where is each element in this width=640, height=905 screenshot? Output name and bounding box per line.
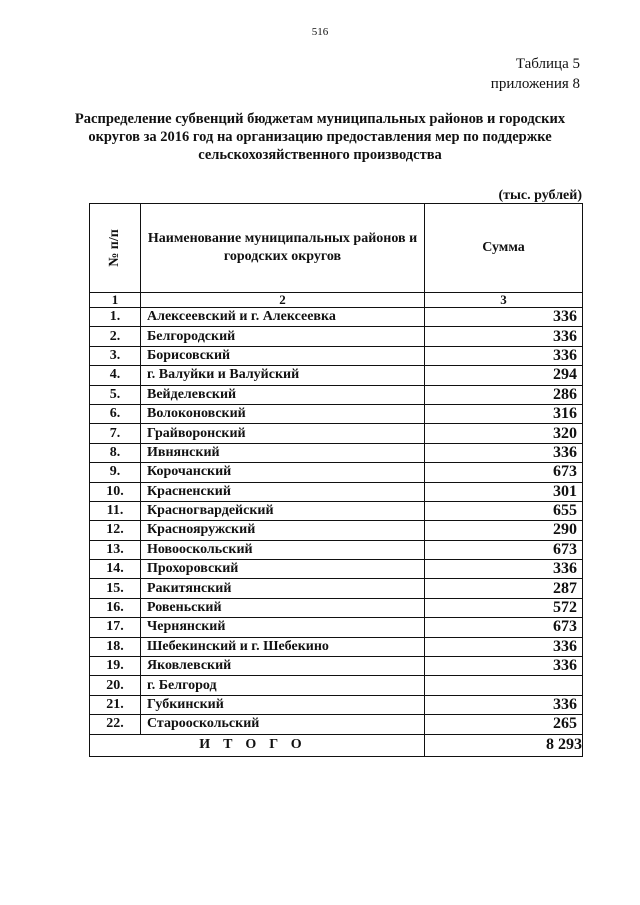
row-name: Красногвардейский [141, 501, 425, 520]
row-name: Вейделевский [141, 385, 425, 404]
row-name: Шебекинский и г. Шебекино [141, 637, 425, 656]
row-sum: 336 [425, 657, 583, 676]
row-name: г. Валуйки и Валуйский [141, 366, 425, 385]
row-number: 12. [90, 521, 141, 540]
row-number: 7. [90, 424, 141, 443]
row-number: 2. [90, 327, 141, 346]
row-number: 8. [90, 443, 141, 462]
row-name: Старооскольский [141, 715, 425, 734]
table-row [90, 366, 583, 385]
table-row [90, 385, 583, 404]
table-row [90, 346, 583, 365]
row-sum: 655 [425, 501, 583, 520]
row-sum: 301 [425, 482, 583, 501]
row-name: Губкинский [141, 695, 425, 714]
row-sum: 265 [425, 715, 583, 734]
row-name: г. Белгород [141, 676, 425, 695]
row-sum: 320 [425, 424, 583, 443]
row-name: Грайворонский [141, 424, 425, 443]
total-sum: 8 293 [425, 734, 583, 756]
row-sum: 336 [425, 346, 583, 365]
table-label-line1: Таблица 5 [515, 56, 580, 72]
table-row [90, 424, 583, 443]
row-sum: 286 [425, 385, 583, 404]
table-row [90, 579, 583, 598]
row-number: 14. [90, 560, 141, 579]
row-name: Алексеевский и г. Алексеевка [141, 308, 425, 327]
table-row [90, 637, 583, 656]
row-name: Борисовский [141, 346, 425, 365]
row-number: 19. [90, 657, 141, 676]
document-title: Распределение субвенций бюджетам муниципальных районов и городских округов за 2016 год на организацию предоставления мер по поддержке сельскохозяйственного производства [74, 111, 566, 163]
table-row [90, 521, 583, 540]
row-name: Ивнянский [141, 443, 425, 462]
row-sum: 336 [425, 443, 583, 462]
row-sum: 336 [425, 308, 583, 327]
row-sum: 673 [425, 540, 583, 559]
row-name: Красненский [141, 482, 425, 501]
row-number: 18. [90, 637, 141, 656]
row-number: 20. [90, 676, 141, 695]
table-row [90, 327, 583, 346]
row-number: 15. [90, 579, 141, 598]
table-row [90, 695, 583, 714]
row-sum: 294 [425, 366, 583, 385]
row-number: 1. [90, 308, 141, 327]
row-number: 4. [90, 366, 141, 385]
row-number: 13. [90, 540, 141, 559]
table-row [90, 540, 583, 559]
row-number: 22. [90, 715, 141, 734]
table-row [90, 598, 583, 617]
row-sum: 316 [425, 404, 583, 423]
table-label-line2: приложения 8 [490, 76, 580, 92]
row-sum: 287 [425, 579, 583, 598]
row-number: 17. [90, 618, 141, 637]
row-sum: 336 [425, 695, 583, 714]
column-index-row [90, 293, 583, 308]
table-row [90, 501, 583, 520]
column-index: 2 [141, 293, 425, 308]
total-row [90, 734, 583, 756]
page-number: 516 [311, 26, 329, 38]
row-number: 21. [90, 695, 141, 714]
row-number: 10. [90, 482, 141, 501]
row-sum: 572 [425, 598, 583, 617]
row-sum: 336 [425, 637, 583, 656]
row-number: 3. [90, 346, 141, 365]
table-row [90, 308, 583, 327]
row-sum: 290 [425, 521, 583, 540]
row-name: Яковлевский [141, 657, 425, 676]
table-label [491, 54, 580, 94]
header-sum: Сумма [425, 204, 583, 293]
row-name: Чернянский [141, 618, 425, 637]
header-number: № п/п [90, 204, 141, 293]
row-number: 11. [90, 501, 141, 520]
row-name: Ракитянский [141, 579, 425, 598]
header-name: Наименование муниципальных районов и городских округов [141, 204, 425, 293]
table-row [90, 715, 583, 734]
row-sum: 673 [425, 463, 583, 482]
row-number: 5. [90, 385, 141, 404]
table-row [90, 482, 583, 501]
subsidy-table [89, 203, 583, 757]
row-sum [425, 676, 583, 695]
table-row [90, 443, 583, 462]
row-name: Краснояружский [141, 521, 425, 540]
row-sum: 336 [425, 327, 583, 346]
row-number: 9. [90, 463, 141, 482]
row-name: Ровеньский [141, 598, 425, 617]
row-number: 16. [90, 598, 141, 617]
units-note: (тыс. рублей) [498, 188, 582, 203]
total-label: ИТОГО [90, 734, 425, 756]
table-row [90, 676, 583, 695]
row-name: Прохоровский [141, 560, 425, 579]
row-sum: 673 [425, 618, 583, 637]
row-sum: 336 [425, 560, 583, 579]
table-row [90, 404, 583, 423]
row-name: Корочанский [141, 463, 425, 482]
table-row [90, 560, 583, 579]
row-number: 6. [90, 404, 141, 423]
row-name: Белгородский [141, 327, 425, 346]
table-row [90, 618, 583, 637]
row-name: Волоконовский [141, 404, 425, 423]
row-name: Новооскольский [141, 540, 425, 559]
table-row [90, 463, 583, 482]
table-header-row [90, 204, 583, 293]
table-row [90, 657, 583, 676]
column-index: 3 [425, 293, 583, 308]
column-index: 1 [90, 293, 141, 308]
